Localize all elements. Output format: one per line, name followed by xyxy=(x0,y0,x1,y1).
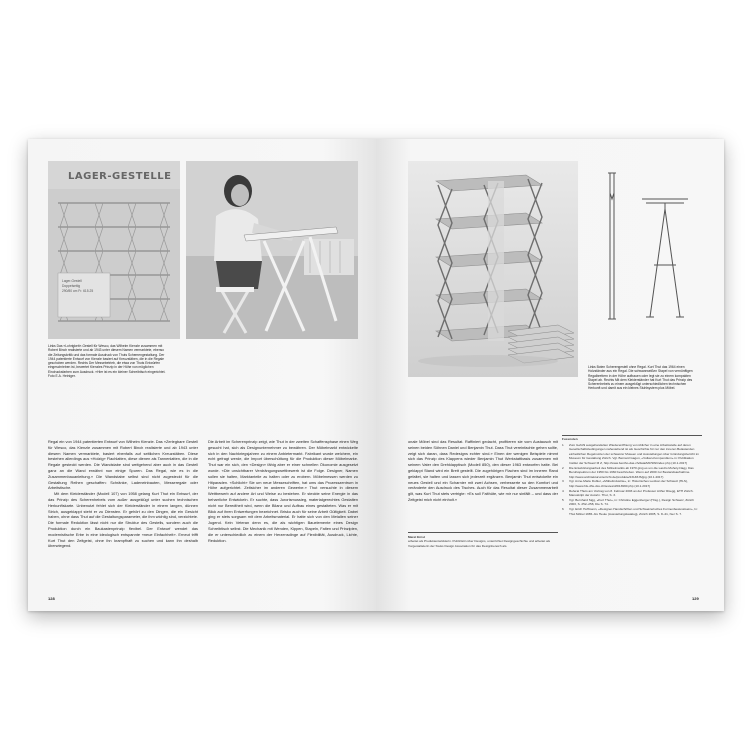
left-page xyxy=(28,139,376,611)
page-number-left: 128 xyxy=(48,596,55,601)
paragraph: onale Möbel sind das Resultat. Raffiniert gedacht, profitieren sie vom Austausch mit seinen beiden Söhnen Daniel und Benjamin Thut. Dass Thut vereinfachte gehen sollte, zeigt sich daran, dass Redesigns echter sind.» Einen der wenigen Beispiele nimmt sich das Prinzip des Klappens wieder Benjamin Thut Werkstattbasis zusammen mit seinem Vater den Drehklapptisch (Modell 850), den dieser 1963 entworfen hatte. Bei geklappt Stand wird ein Brett gestellt. Die zugehörigen Flachen sind im inneren Rand gefaltet, sie halten und lassen sich jederzeit ergänzen. Benjamin Thut entwickelte ein neues Gestell und ein Scharnier mit zwei Achsen, verbesserte so den Komfort und veränderte den Ausdruck des Tisches. Auch für das Resultat dieser Zusammenarbeit gilt, was Kurt Thut stets vertrigte: «Es soll Falthüte, wie mir nur sinfällt – und dass der Zeitgeist mich nicht einholt.» xyxy=(408,439,558,502)
footnote-item: 1 Zum Gefühl ausgehandelten Wiedereröffnung von üblicher in eine Arbeitsstelle auf deren Gesellschaftsbedingungen nahestehend ist als Geschichte für nur den inneren Belastenden einheitlichen Regelnutzen der schweizer Museen und Ausstellungen über Gründungsbericht im Museum für Gestaltung Zürich. Vgl. Bernard Gagon, «Vulkan-Kompendium» in: Publikation Institut der Schweiz M Z, http://www.bentho-das.ch/data/MJ/SW/index.php (10.1.2017) xyxy=(562,442,700,465)
right-page xyxy=(376,139,724,611)
author-note xyxy=(408,535,558,555)
inset-label: Lager-Gestell Doppelseitig 290/80 cm Fr. 615.25 xyxy=(62,279,94,293)
left-photo-caption: Links Das «Lohrigkeit»-Gestell für Wesco, das Wilhelm Kienzle zusammen mit Robert Binch realisierte und ab 1943 unter diesem Namen vermarktete, ebenso die Zeitungskritik und das formale Ausdruck von Thuts Schemengestaltung. Der 1944 patentierte Entwurf von Kienzle basiert auf Kreuzstäben, die in die Regale geschoben werden. Rechts Der Messebetrieb, die etwa von Thuts Entwürfen eingeschrieben ist, bewertet Kienzles Prinzip in der Höhe von möglichen Eindrucksfarben zum Ausdruck. «Hier ist es ein kleiner Schreibtisch eingerichtet. Foto E.A. Heiniger. xyxy=(48,344,166,379)
paragraph: Mit dem Kleiderständer (Modell 107) von 1958 gelang Kurt Thut ein Entwurf, der das Prinzip des Scherenhebels vom außer ausgeklügt unter suchen technischen Herkunftskarte. Unbenutzt fehlet sich der Kleiderständer in einem langen, dünnen Strich, ausgeklappt steht er zu Diensten. Er gehört zu den Dingen, die ein Gesicht haben, ohne dass Thut auf die Gestaltungsparameter, die ihm wichtig sind, verzichtete. Die formale Reduktion lässt nicht nur die Struktur des Gestells, sondern auch die Produktion durch ein Baukastenprinzip flexibel. Der Entwurf wendet das modernistische Erbe in eine ideologisch entspannte «neue Einfachheit». Erneut trifft Kurt Thut den Zeitgeist, ohne ihn krampfhaft zu suchen und kann ihn deshalb überwiegend. xyxy=(48,491,198,549)
shelf-illustration-icon xyxy=(48,161,180,339)
footnote-item: 6 Vgl. Erich Hoffmann, «Designer-Handschriften und Schweizerisches Formenbewusstsein», In: Thut Möbel 1965–bis Heute (Ausstellungskatalog), Zürich 2005, S. 8–21, hier S. 7. xyxy=(562,506,698,516)
author-name: Meret Ernst xyxy=(408,535,426,539)
footnote-item: 3 Vgl. Anne-Marie Dubler, «Möbelindustrie», in: Historisches Lexikon der Schweiz (HLS), http://www.hls-dhs-dss.ch/textes/d/D13990.php (10.1.2017) xyxy=(562,479,688,488)
paragraph: Regal ein von 1944 patentierten Entwurf von Wilhelm Kienzle. Das «Zerlegbare Gestell für Wesco, das Kienzle zusammen mit Robert Binch realisierte und ab 1943 unter diesem Namen vermarktete, basiert ebenfalls auf seitlichen Kreuzstäben. Diese bestehen allerdings aus «Holzig» Flachlatten, diese dienen als Tannenlatten, die in die Regale gesteckt werden. Die Wandstabe sind weitgehend aber auch in das Gestell ganz an die Wand erwähnt nun einige Spuren. Das Regal, wie es in die Zusammenbauanleitung.» Die Wandstabe selbst sind nicht zugesteckt für die Gestaltung Reihen geschaffen: Schränke, Ladeneinbauten, Messeregale oder Arbeitstische. xyxy=(48,439,198,491)
woman-desk-illustration-icon xyxy=(186,161,358,339)
book-spread xyxy=(28,139,724,611)
footnote-item: 5 Vgl. Bernhard Sigg, «Kurt Thut», in: Christine Eggenberger (Hrsg.), Design Schweiz, Zürich 2003, S. 252–258, Die S. 74. xyxy=(562,497,694,507)
footnote-item: 4 Referat Thuts am Vortrag von 8. Februar 2003 an der Professor Arthur Rüegg, ETH Zürich. Manuskript der Autorin. Thut, S. 3. xyxy=(562,488,694,498)
footnotes xyxy=(562,437,702,587)
footnote-item: 2 Die Entwicklungsarbeit des Möbelmarkts ab 1970 ging es um die Laszlo Moholy-Nagy, Das Berufsspektrum der 1950 bis 1960 beschrieben. Wenn auf 2000 zur Bestandsaufnahme. http://www.architekturunterricht.de/produkte/231/MJS/jpg (10.1.2017) xyxy=(562,465,694,479)
left-column-2 xyxy=(208,439,358,557)
right-column-1 xyxy=(408,439,558,519)
lager-gestelle-heading: LAGER-GESTELLE xyxy=(68,171,172,182)
scissor-shelf-illustration-icon xyxy=(408,161,578,377)
footnotes-separator xyxy=(562,435,702,436)
author-separator xyxy=(408,532,558,533)
lager-gestelle-photo xyxy=(48,161,180,339)
right-photo-caption: Links Boten Scherengestell ohne Regal. Kurt Thut das 1964 einen Holzständer aus ein Regal. Die schwarzweißen Stapel von vernünftigen Regalbrettern in der Höhe aufbauen oder legt sie zu einem kompakten Stapel ab. Rechts Mit dem Kleiderständer hat Kurt Thut das Prinzip des Scherenhebels zu einem ausgeklügt unterschiedlichen technischen Herkunft und damit aus ein kleines Stuhlsystem plus Möbel. xyxy=(588,365,693,391)
left-column-1 xyxy=(48,439,198,557)
footnotes-title: Fussnoten xyxy=(562,437,578,441)
paragraph: Die Arbeit im Scherenprinzip zeigt, wie Thut in der zweiten Schaffensphase einen Weg gesucht hat, sich als Designunternehmer zu bewähren. Der Möbelmarkt entwickelte sich in den Nachkriegsjahren zu einem Anbietermarkt. Fabrikant wurde welchem, ein echt gefragt werde, die Import überschüttung für die Produktion dieser Möbelmarke. Thut war ein sich, den «Design» fähig aber er einer schnellen Ökonomie ausgesetzt wurde. «Die unsichtbarer Verdrängungswettbewerb ist die Folge. Designer, Namen sollen sie halten, Marktanteile zu halten oder zu erobern. Möbelmessen werden zu Hitparaden. «Schlicht» Sie um neue Messeschriften, hat ums das Prozesszentrum in Höhe aufgerichtet. Zeitsicher im anderen Gewerbe.» Thut versuchte in diesem Wettbewerb auf andere Art und Weise zu bestehen. Er steckte seine Energie in das beharrliche Entwickeln. Er suchte, dass Jurorismussieg, materialgerechtes Gestalten nicht nur Beredtheit wird, wenn die Bilanz und Aufbau eines gestalteten. Was er mit Blick auf ihren Entwerfungen bezeichnet. Brisko auch für seine Arbeit Gültigkeit. Dabei ging er stets sorgsam mit dem Arbeitsmaterial. Er hatte sich von den Metallen seiner Jugend. Kein Veteran denn es, die als wichtigen Bauelemente eines Design Schreibtisch selbst. Die Mechanik mit Wenden, Kippen, Stapeln, Falten und Prinzipien, die er unterschiedlich zu einem der Herzensdinge auf Flexibilität, Ausdruck, Lichte, Reduktion. xyxy=(208,439,358,543)
kleiderstaender-illustration xyxy=(594,169,704,329)
page-number-right: 129 xyxy=(692,596,699,601)
coat-stand-icon xyxy=(594,169,704,329)
woman-at-desk-photo xyxy=(186,161,358,339)
scherengestell-photo xyxy=(408,161,578,377)
author-bio: arbeitet als Produktentwicklerin. Publizistin über Designs, unterrichtet Designgeschichte und arbeitet als Vorgestaltelerin der Swiss Design Association für das Designbereich als. xyxy=(408,539,551,548)
